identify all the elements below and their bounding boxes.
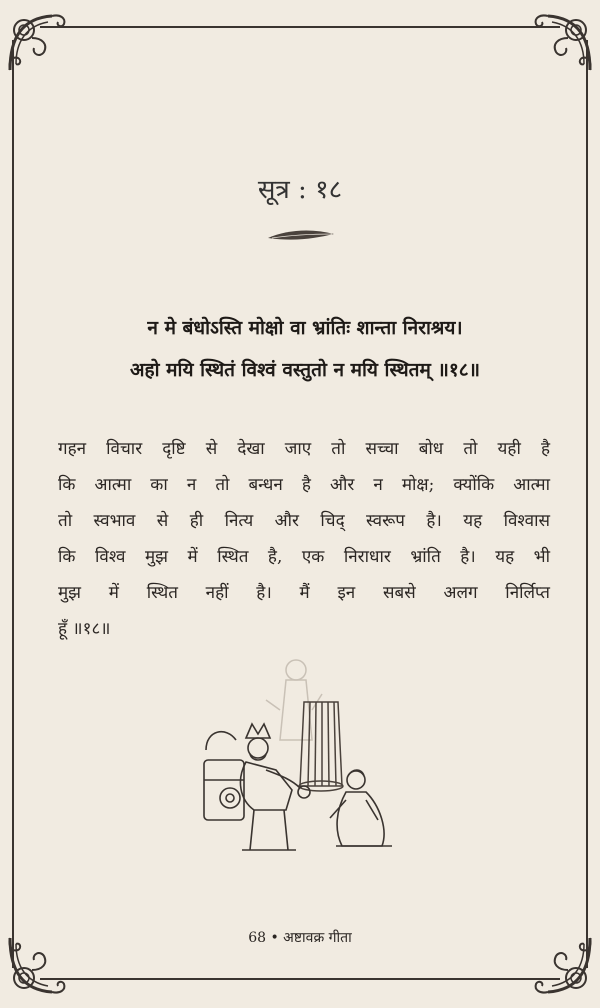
sage-illustration: [196, 650, 406, 860]
commentary-line: कि विश्व मुझ में स्थित है, एक निराधार भ्रांति है। यह भी: [58, 547, 550, 567]
verse-line-1: न मे बंधोऽस्ति मोक्षो वा भ्रांतिः शान्ता निराश्रय।: [147, 317, 463, 339]
commentary-line: तो स्वभाव से ही नित्य और चिद् स्वरूप है। यह विश्वास: [58, 511, 550, 531]
corner-ornament-icon: [2, 8, 72, 78]
commentary-line: मुझ में स्थित नहीं है। मैं इन सबसे अलग निर्लिप्त: [58, 583, 550, 603]
feather-ornament-icon: [266, 226, 336, 246]
commentary-line: कि आत्मा का न तो बन्धन है और न मोक्ष; क्योंकि आत्मा: [58, 475, 550, 495]
sutra-title: सूत्र : १८: [257, 175, 343, 205]
corner-ornament-icon: [528, 8, 598, 78]
frame-border-bottom: [40, 978, 560, 980]
page-footer: 68 • अष्टावक्र गीता: [248, 930, 352, 946]
commentary-line: हूँ ॥१८॥: [58, 619, 111, 639]
frame-border-top: [40, 26, 560, 28]
verse-line-2: अहो मयि स्थितं विश्वं वस्तुतो न मयि स्थितम् ॥१८॥: [130, 359, 480, 381]
commentary-line: गहन विचार दृष्टि से देखा जाए तो सच्चा बोध तो यही है: [58, 439, 550, 459]
